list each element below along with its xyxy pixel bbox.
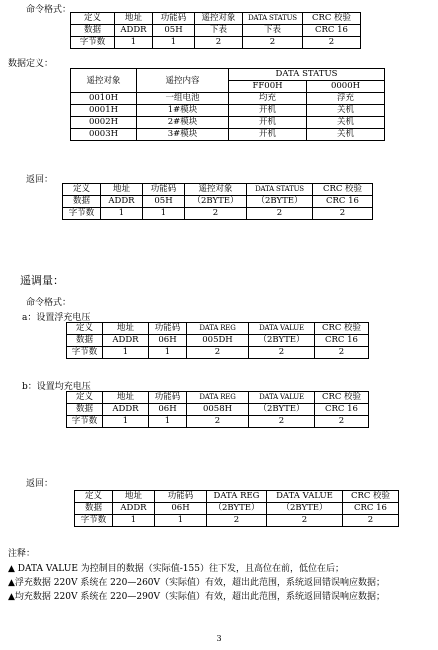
table-cell: 地址 bbox=[103, 392, 149, 404]
table-cell: 开机 bbox=[229, 105, 307, 117]
data-definition-label: 数据定义： bbox=[8, 59, 54, 69]
table-cell: 2 bbox=[187, 416, 249, 428]
table-cell: DATA REG bbox=[187, 392, 249, 404]
table-cell: 功能码 bbox=[155, 491, 207, 503]
table-cell: 1 bbox=[153, 37, 195, 49]
table-cell: 1 bbox=[143, 208, 185, 220]
table-cell: 1 bbox=[149, 347, 187, 359]
table-cell: 地址 bbox=[115, 13, 153, 25]
table-cell: DATA VALUE bbox=[249, 392, 315, 404]
table-header-cell: 0000H bbox=[307, 81, 385, 93]
table-cell: 地址 bbox=[113, 491, 155, 503]
table-cell: 2 bbox=[249, 416, 315, 428]
table-header-cell: 遥控对象 bbox=[71, 69, 137, 93]
table-row bbox=[75, 503, 399, 515]
table-header-cell: 遥控内容 bbox=[137, 69, 229, 93]
table-cell: 2 bbox=[249, 347, 315, 359]
table-cell: 2 bbox=[207, 515, 267, 527]
note-item: ▲ DATA VALUE 为控制目的数据（实际值-155）往下发，且高位在前，低位在后； bbox=[8, 564, 344, 574]
table-cell: 1 bbox=[115, 37, 153, 49]
table-row bbox=[67, 347, 369, 359]
remote-control-return-table bbox=[62, 183, 373, 220]
table-cell: 2 bbox=[315, 347, 369, 359]
table-header-cell: FF00H bbox=[229, 81, 307, 93]
table-cell: 定义 bbox=[67, 323, 103, 335]
table-cell: 3#模块 bbox=[137, 129, 229, 141]
table-cell: 遥控对象 bbox=[195, 13, 243, 25]
table-cell: DATA VALUE bbox=[267, 491, 343, 503]
table-cell: 功能码 bbox=[149, 392, 187, 404]
table-cell: CRC 16 bbox=[315, 404, 369, 416]
table-row bbox=[63, 208, 373, 220]
table-cell: DATA REG bbox=[207, 491, 267, 503]
table-cell: 06H bbox=[155, 503, 207, 515]
table-cell: 功能码 bbox=[153, 13, 195, 25]
return-label: 返回： bbox=[26, 479, 54, 489]
table-cell: 0010H bbox=[71, 93, 137, 105]
table-cell: 2 bbox=[303, 37, 361, 49]
table-cell: 06H bbox=[149, 404, 187, 416]
table-cell: 2#模块 bbox=[137, 117, 229, 129]
table-cell: DATA VALUE bbox=[249, 323, 315, 335]
table-cell: （2BYTE） bbox=[185, 196, 247, 208]
return-label: 返回： bbox=[26, 175, 54, 185]
table-row bbox=[71, 129, 385, 141]
table-header-cell: DATA STATUS bbox=[229, 69, 385, 81]
table-cell: 字节数 bbox=[67, 347, 103, 359]
table-cell: 0002H bbox=[71, 117, 137, 129]
set-equalize-voltage-label: b：设置均充电压 bbox=[22, 382, 91, 392]
table-row bbox=[75, 515, 399, 527]
table-cell: ADDR bbox=[113, 503, 155, 515]
table-cell: 05H bbox=[153, 25, 195, 37]
table-cell: CRC 校验 bbox=[315, 392, 369, 404]
table-cell: 地址 bbox=[101, 184, 143, 196]
table-cell: 1 bbox=[113, 515, 155, 527]
table-cell: 06H bbox=[149, 335, 187, 347]
table-cell: 2 bbox=[187, 347, 249, 359]
table-cell: CRC 校验 bbox=[343, 491, 399, 503]
table-cell: 下表 bbox=[243, 25, 303, 37]
table-cell: 1 bbox=[155, 515, 207, 527]
table-row bbox=[71, 25, 361, 37]
table-cell: 一组电池 bbox=[137, 93, 229, 105]
table-cell: 下表 bbox=[195, 25, 243, 37]
table-cell: 字节数 bbox=[63, 208, 101, 220]
table-cell: 定义 bbox=[75, 491, 113, 503]
table-cell: 0003H bbox=[71, 129, 137, 141]
table-cell: 字节数 bbox=[67, 416, 103, 428]
table-cell: 1 bbox=[101, 208, 143, 220]
table-cell: （2BYTE） bbox=[207, 503, 267, 515]
table-row bbox=[67, 335, 369, 347]
table-row bbox=[71, 117, 385, 129]
table-cell: 005DH bbox=[187, 335, 249, 347]
table-cell: 2 bbox=[185, 208, 247, 220]
table-cell: （2BYTE） bbox=[249, 335, 315, 347]
table-row bbox=[71, 69, 385, 81]
table-cell: 0058H bbox=[187, 404, 249, 416]
table-cell: 数据 bbox=[67, 404, 103, 416]
table-cell: 开机 bbox=[229, 129, 307, 141]
table-cell: 字节数 bbox=[75, 515, 113, 527]
table-cell: 数据 bbox=[71, 25, 115, 37]
table-cell: DATA STATUS bbox=[247, 184, 313, 196]
table-cell: 数据 bbox=[75, 503, 113, 515]
table-cell: 数据 bbox=[63, 196, 101, 208]
table-cell: 功能码 bbox=[143, 184, 185, 196]
table-cell: 数据 bbox=[67, 335, 103, 347]
table-row bbox=[67, 404, 369, 416]
table-cell: 2 bbox=[195, 37, 243, 49]
table-cell: 字节数 bbox=[71, 37, 115, 49]
table-cell: CRC 16 bbox=[313, 196, 373, 208]
table-row bbox=[71, 105, 385, 117]
table-cell: 定义 bbox=[71, 13, 115, 25]
table-cell: 关机 bbox=[307, 129, 385, 141]
table-cell: CRC 16 bbox=[343, 503, 399, 515]
cmd-format-label: 命令格式： bbox=[26, 298, 72, 308]
remote-control-cmd-table bbox=[70, 12, 361, 49]
set-float-voltage-table bbox=[66, 322, 369, 359]
table-cell: 1 bbox=[149, 416, 187, 428]
table-cell: 2 bbox=[343, 515, 399, 527]
table-cell: CRC 校验 bbox=[315, 323, 369, 335]
table-row bbox=[71, 93, 385, 105]
table-cell: （2BYTE） bbox=[267, 503, 343, 515]
table-row bbox=[67, 323, 369, 335]
set-equalize-voltage-table bbox=[66, 391, 369, 428]
table-cell: ADDR bbox=[115, 25, 153, 37]
table-cell: 2 bbox=[267, 515, 343, 527]
table-cell: ADDR bbox=[103, 335, 149, 347]
table-row bbox=[67, 416, 369, 428]
note-item: ▲浮充数据 220V 系统在 220—260V（实际值）有效，超出此范围，系统返回错误响应数据； bbox=[8, 578, 386, 588]
table-cell: 1#模块 bbox=[137, 105, 229, 117]
table-cell: ADDR bbox=[101, 196, 143, 208]
table-cell: 05H bbox=[143, 196, 185, 208]
table-cell: 遥控对象 bbox=[185, 184, 247, 196]
table-cell: 均充 bbox=[229, 93, 307, 105]
page-number: 3 bbox=[216, 634, 222, 643]
table-row bbox=[75, 491, 399, 503]
table-row bbox=[67, 392, 369, 404]
table-row bbox=[63, 184, 373, 196]
table-cell: 2 bbox=[313, 208, 373, 220]
data-definition-table bbox=[70, 68, 385, 141]
table-cell: DATA STATUS bbox=[243, 13, 303, 25]
table-cell: CRC 16 bbox=[315, 335, 369, 347]
table-row bbox=[71, 13, 361, 25]
table-cell: 关机 bbox=[307, 105, 385, 117]
table-cell: 地址 bbox=[103, 323, 149, 335]
notes-title: 注释： bbox=[8, 549, 36, 559]
table-cell: ADDR bbox=[103, 404, 149, 416]
table-cell: 1 bbox=[103, 347, 149, 359]
table-row bbox=[71, 37, 361, 49]
table-cell: 功能码 bbox=[149, 323, 187, 335]
table-cell: （2BYTE） bbox=[249, 404, 315, 416]
table-cell: 2 bbox=[247, 208, 313, 220]
table-row bbox=[63, 196, 373, 208]
table-cell: 0001H bbox=[71, 105, 137, 117]
table-cell: CRC 校验 bbox=[313, 184, 373, 196]
table-cell: 定义 bbox=[67, 392, 103, 404]
table-cell: 关机 bbox=[307, 117, 385, 129]
table-cell: 定义 bbox=[63, 184, 101, 196]
table-cell: CRC 校验 bbox=[303, 13, 361, 25]
table-cell: 2 bbox=[243, 37, 303, 49]
set-float-voltage-label: a：设置浮充电压 bbox=[22, 313, 91, 323]
note-item: ▲均充数据 220V 系统在 220—290V（实际值）有效，超出此范围，系统返回错误响应数据； bbox=[8, 592, 386, 602]
table-cell: 开机 bbox=[229, 117, 307, 129]
remote-adjust-return-table bbox=[74, 490, 399, 527]
table-cell: （2BYTE） bbox=[247, 196, 313, 208]
table-cell: 1 bbox=[103, 416, 149, 428]
section-title-remote-adjust: 遥调量： bbox=[20, 274, 64, 287]
cmd-format-label: 命令格式： bbox=[26, 5, 72, 15]
table-cell: CRC 16 bbox=[303, 25, 361, 37]
table-cell: DATA REG bbox=[187, 323, 249, 335]
table-cell: 浮充 bbox=[307, 93, 385, 105]
table-cell: 2 bbox=[315, 416, 369, 428]
